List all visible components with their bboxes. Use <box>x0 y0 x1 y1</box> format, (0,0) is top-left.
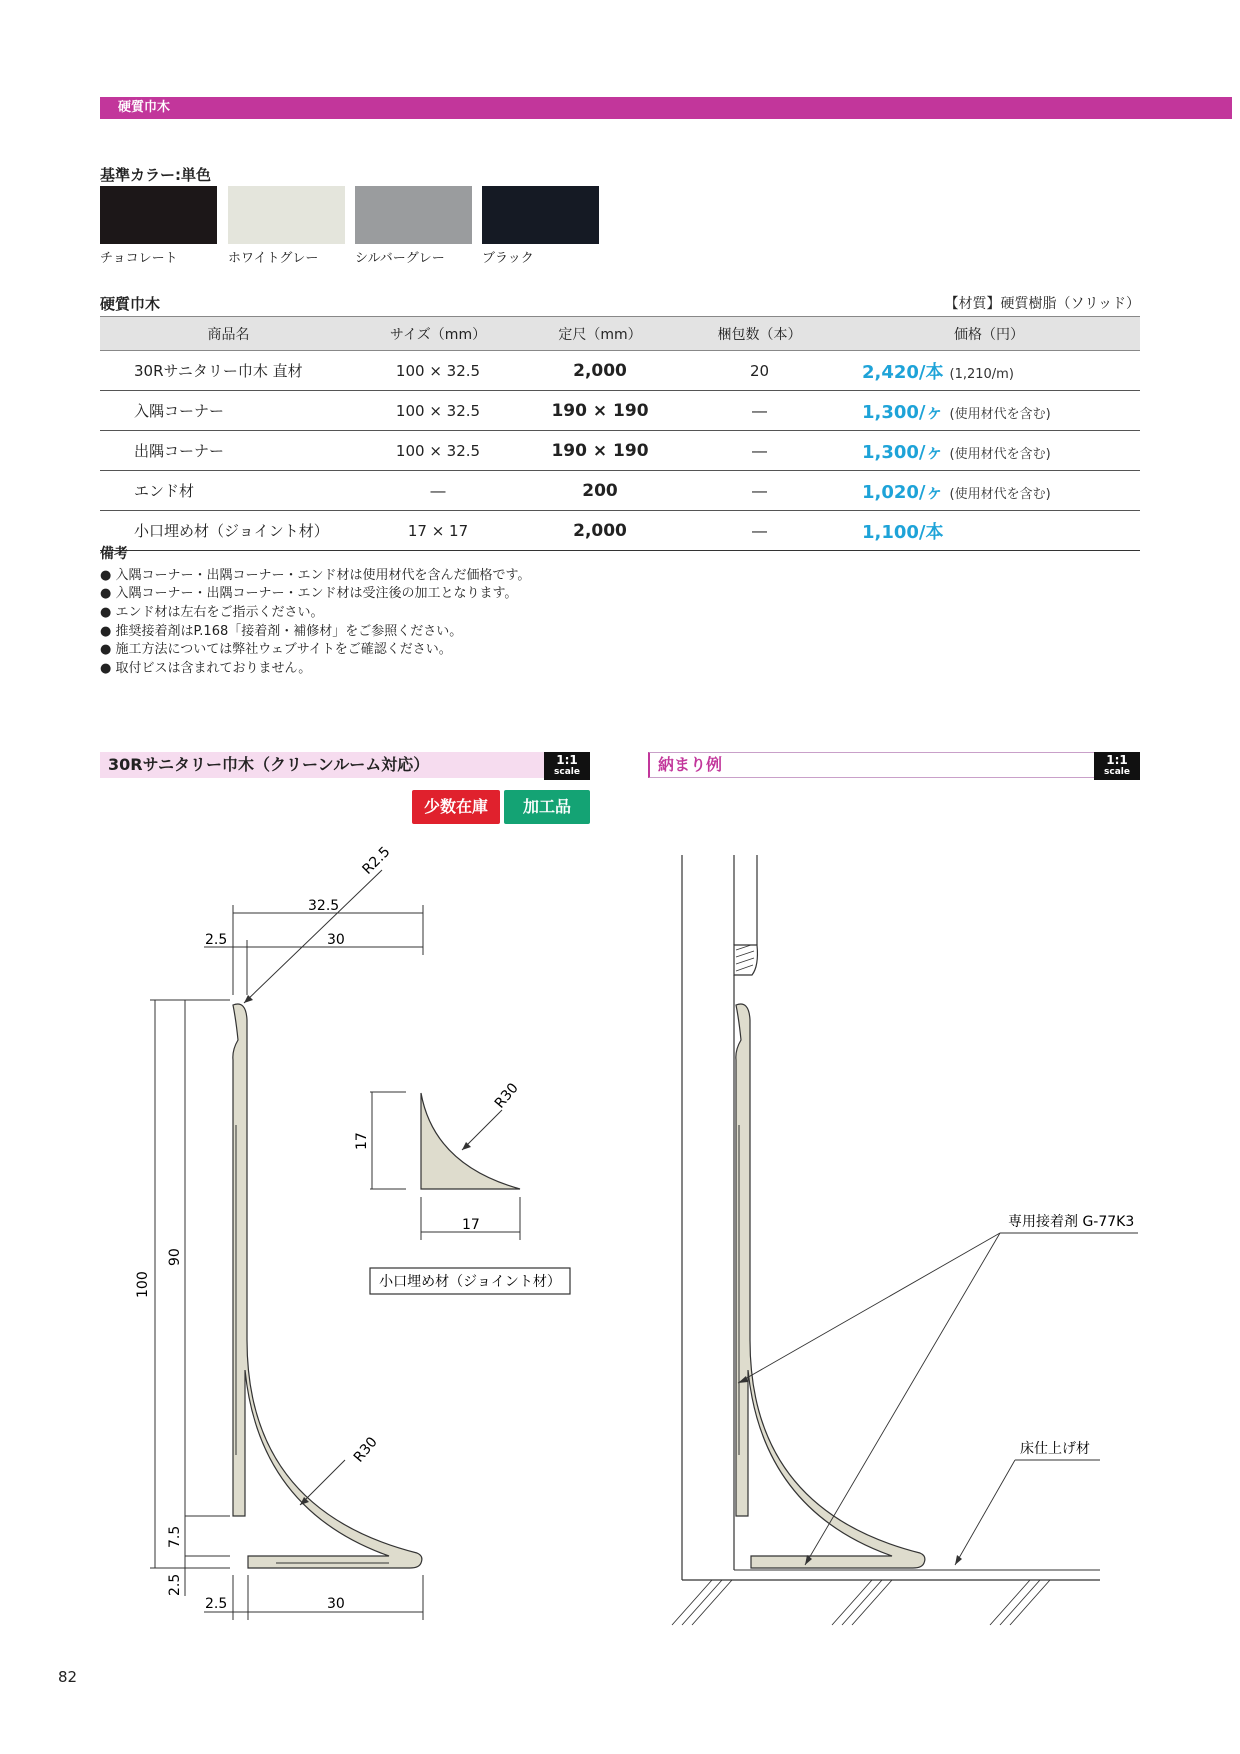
cell-name: 小口埋め材（ジョイント材） <box>100 511 357 551</box>
joint-label-r30: R30 <box>491 1080 522 1112</box>
price-value: 2,420/本 <box>862 361 944 383</box>
section-header-title: 硬質巾木 <box>118 100 171 115</box>
cell-length: 190 × 190 <box>519 391 681 431</box>
adhesive-label: 専用接着剤 G-77K3 <box>1008 1214 1135 1230</box>
col-length: 定尺（mm） <box>519 317 681 351</box>
left-section-title: 30Rサニタリー巾木（クリーンルーム対応） <box>108 755 430 774</box>
cell-length: 2,000 <box>519 511 681 551</box>
cell-qty: 20 <box>681 351 838 391</box>
cell-length: 190 × 190 <box>519 431 681 471</box>
dim-label-r2-5: R2.5 <box>359 843 394 878</box>
price-note: (使用材代を含む) <box>949 446 1051 462</box>
cell-name: 30Rサニタリー巾木 直材 <box>100 351 357 391</box>
dim-label-30-top: 30 <box>327 932 345 948</box>
dimension-lines <box>150 870 520 1620</box>
dimension-arrows <box>244 995 471 1505</box>
price-value: 1,100/本 <box>862 521 944 543</box>
cell-size: 100 × 32.5 <box>357 431 519 471</box>
cell-size: ― <box>357 471 519 511</box>
installed-baseboard-profile <box>736 1004 925 1568</box>
swatch-name-white-gray: ホワイトグレー <box>228 251 319 266</box>
installation-drawing <box>672 855 1138 1625</box>
note-item: ● エンド材は左右をご指示ください。 <box>100 605 324 620</box>
material-note: 【材質】硬質樹脂（ソリッド） <box>944 296 1140 312</box>
joint-label-17-horizontal: 17 <box>462 1217 480 1233</box>
cell-size: 100 × 32.5 <box>357 351 519 391</box>
price-value: 1,300/ヶ <box>862 401 944 423</box>
dim-label-100: 100 <box>135 1271 151 1298</box>
note-item: ● 入隅コーナー・出隅コーナー・エンド材は使用材代を含んだ価格です。 <box>100 568 531 583</box>
badge-processed: 加工品 <box>504 790 590 824</box>
dim-label-32-5: 32.5 <box>308 898 340 914</box>
cell-length: 2,000 <box>519 351 681 391</box>
price-value: 1,300/ヶ <box>862 441 944 463</box>
col-qty: 梱包数（本） <box>681 317 838 351</box>
cell-size: 17 × 17 <box>357 511 519 551</box>
cell-name: 出隅コーナー <box>100 431 357 471</box>
note-item: ● 施工方法については弊社ウェブサイトをご確認ください。 <box>100 642 452 657</box>
table-title: 硬質巾木 <box>100 295 161 313</box>
dim-label-90: 90 <box>167 1248 183 1266</box>
col-size: サイズ（mm） <box>357 317 519 351</box>
dim-label-r30: R30 <box>350 1434 381 1466</box>
cell-qty: ― <box>681 391 838 431</box>
col-product-name: 商品名 <box>100 317 357 351</box>
right-scale-ratio: 1:1 <box>1106 753 1128 767</box>
joint-label-17-vertical: 17 <box>354 1132 370 1150</box>
swatch-name-black: ブラック <box>482 251 534 266</box>
swatch-name-chocolate: チョコレート <box>100 251 178 266</box>
badge-low-stock: 少数在庫 <box>412 790 500 824</box>
page-number: 82 <box>58 1668 78 1686</box>
cell-qty: ― <box>681 511 838 551</box>
price-note: (使用材代を含む) <box>949 486 1051 502</box>
right-scale-word: scale <box>1104 767 1130 777</box>
note-item: ● 推奨接着剤はP.168「接着剤・補修材」をご参照ください。 <box>100 624 463 639</box>
cell-qty: ― <box>681 431 838 471</box>
col-price: 価格（円） <box>838 317 1140 351</box>
cell-size: 100 × 32.5 <box>357 391 519 431</box>
price-note: (使用材代を含む) <box>949 406 1051 422</box>
price-note: (1,210/m) <box>949 366 1014 382</box>
cell-name: 入隅コーナー <box>100 391 357 431</box>
dim-label-30-bottom: 30 <box>327 1596 345 1612</box>
right-section-title: 納まり例 <box>658 755 723 774</box>
notes-title: 備考 <box>100 546 128 562</box>
base-color-label: 基準カラー:単色 <box>100 166 211 184</box>
swatch-name-silver-gray: シルバーグレー <box>355 251 445 266</box>
price-value: 1,020/ヶ <box>862 481 944 503</box>
dim-label-2-5-bottom: 2.5 <box>205 1596 228 1612</box>
left-scale-word: scale <box>554 767 580 777</box>
note-item: ● 入隅コーナー・出隅コーナー・エンド材は受注後の加工となります。 <box>100 586 518 601</box>
left-scale-ratio: 1:1 <box>556 753 578 767</box>
joint-filler-label: 小口埋め材（ジョイント材） <box>379 1274 561 1290</box>
note-item: ● 取付ビスは含まれておりません。 <box>100 661 312 676</box>
cell-qty: ― <box>681 471 838 511</box>
floor-finish-label: 床仕上げ材 <box>1020 1441 1090 1457</box>
dim-label-2-5-top: 2.5 <box>205 932 228 948</box>
cell-name: エンド材 <box>100 471 357 511</box>
dim-label-7-5: 7.5 <box>167 1525 183 1548</box>
dim-label-2-5-side: 2.5 <box>167 1573 183 1596</box>
cell-length: 200 <box>519 471 681 511</box>
